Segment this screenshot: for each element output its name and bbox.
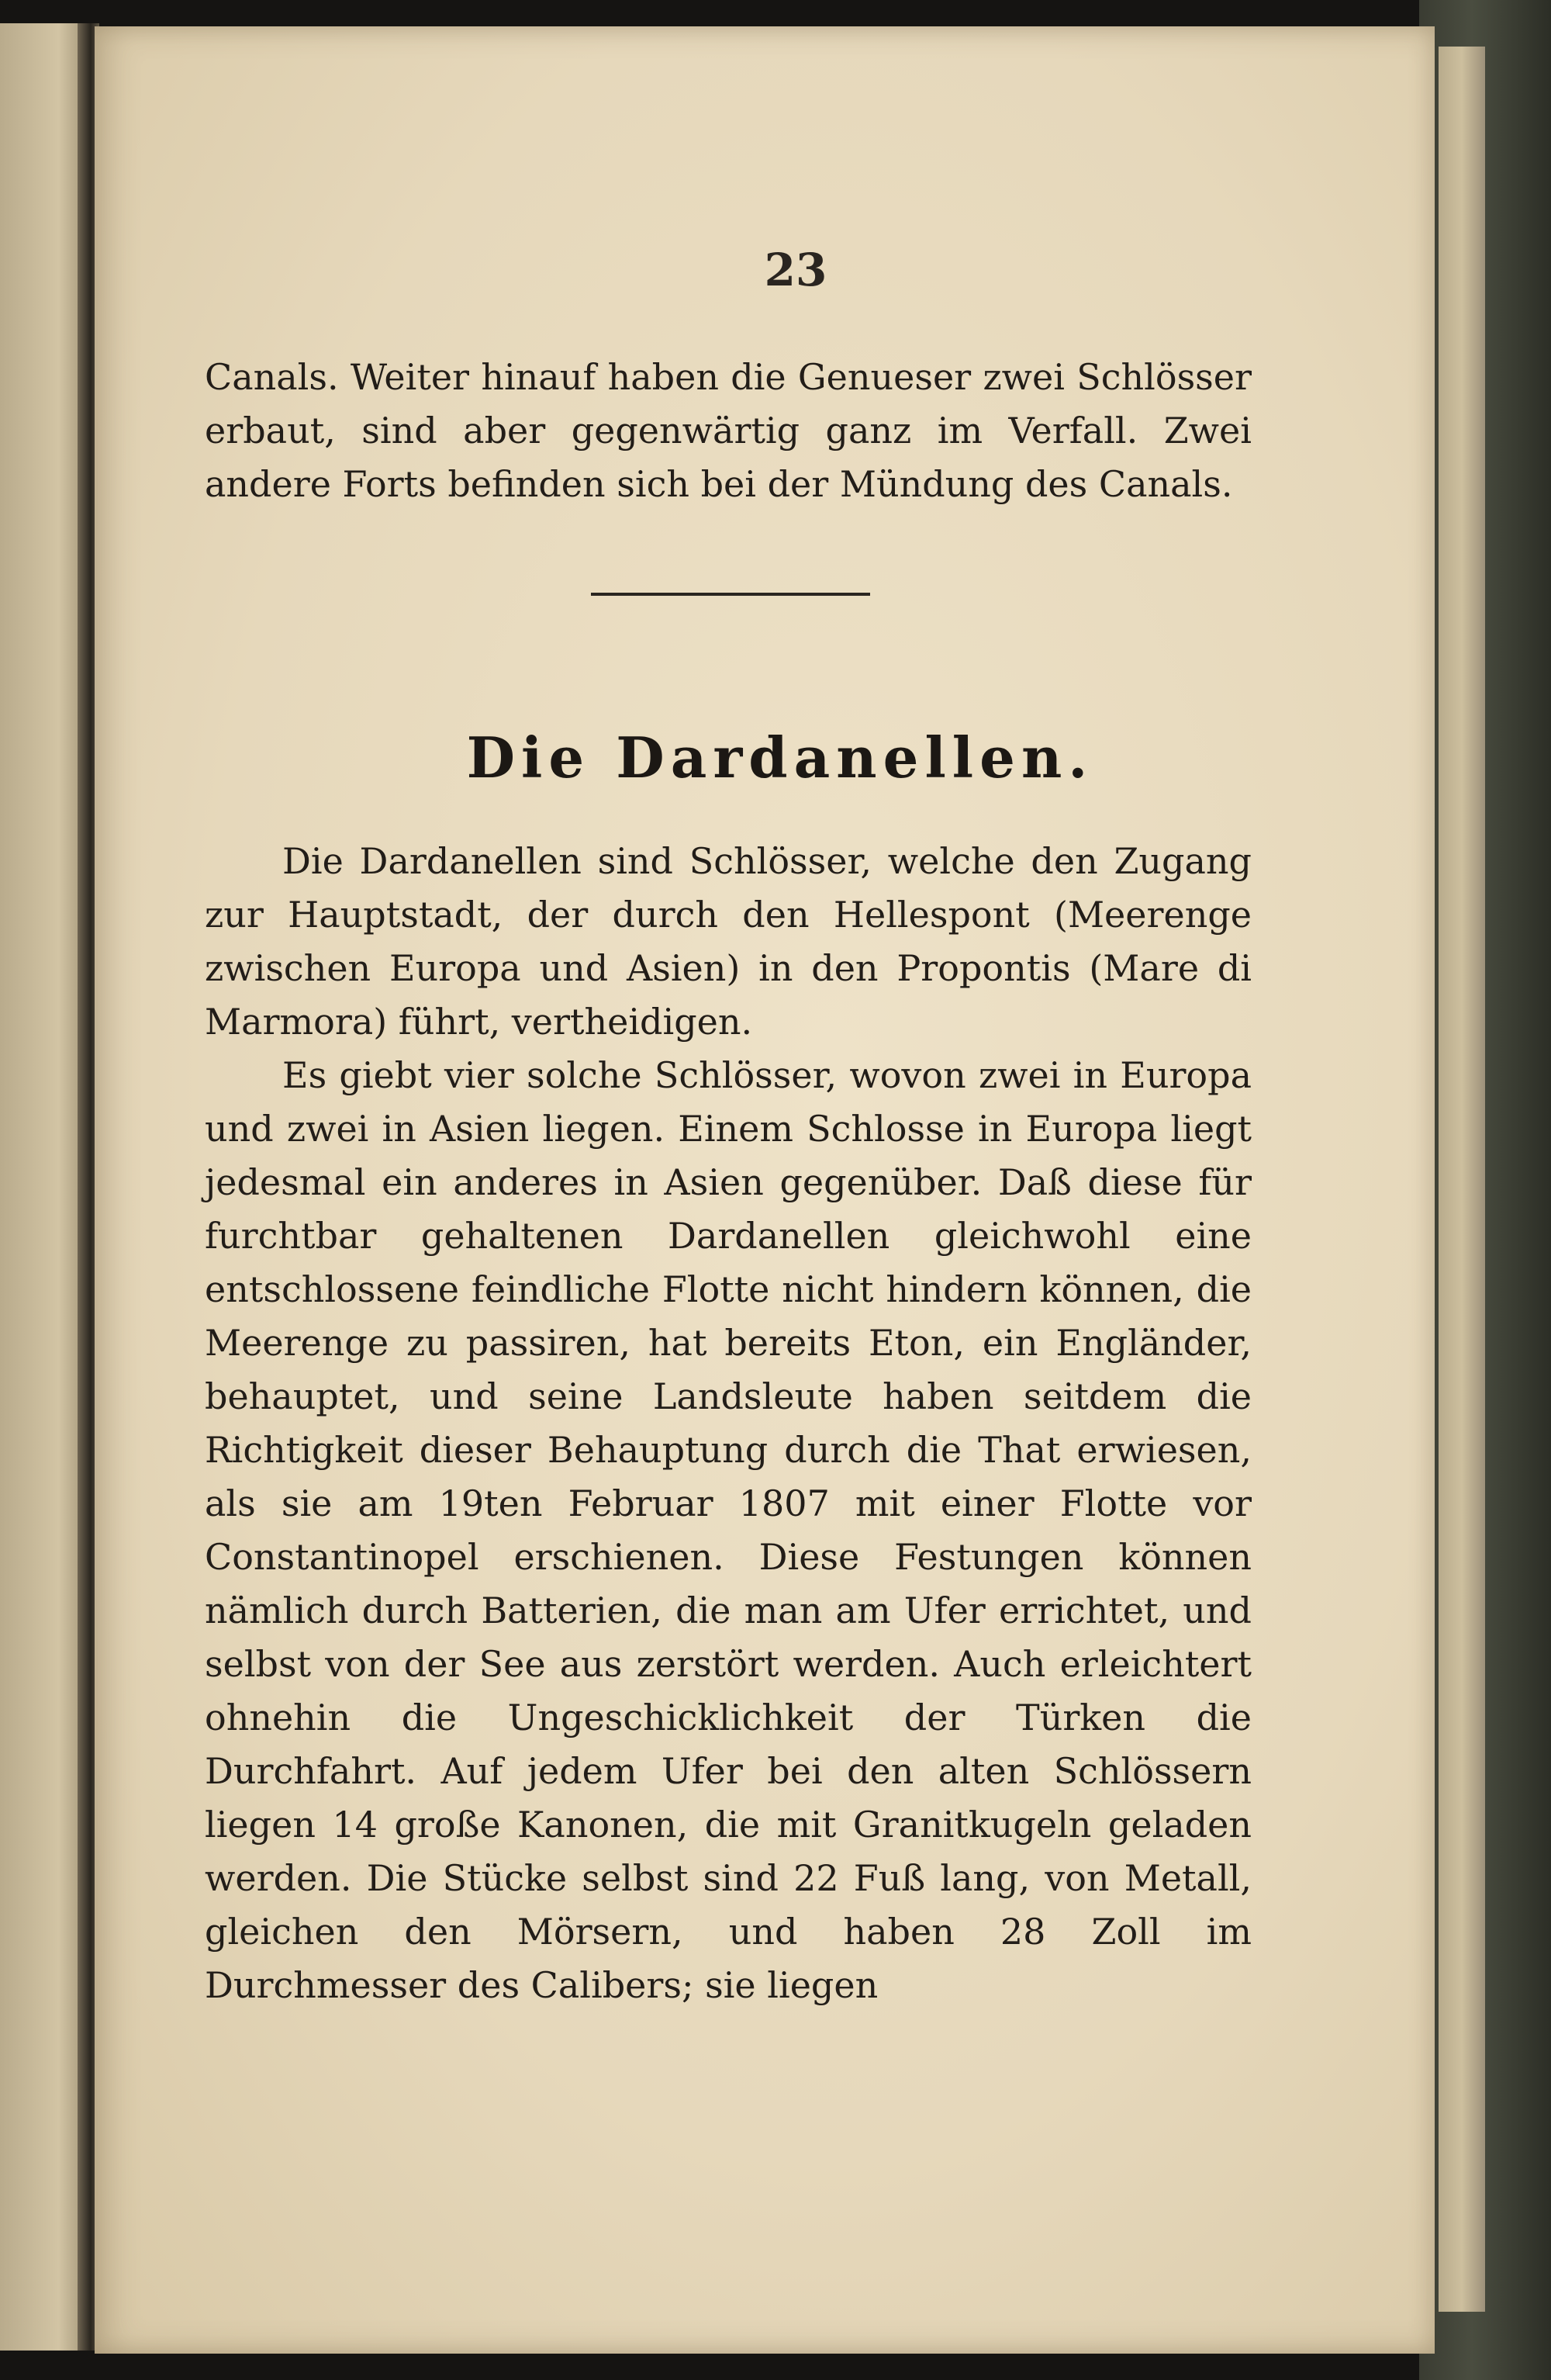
paragraph-1: Die Dardanellen sind Schlösser, welche den Zugang zur Hauptstadt, der durch den Hellespont (Meerenge zwischen Europa und Asien) in den Propontis (Mare di Marmora) führt, vertheidigen. [205,840,1252,1043]
book-page [95,26,1435,2354]
page-number: 23 [764,244,827,296]
paragraph-2: Es giebt vier solche Schlösser, wovon zwei in Europa und zwei in Asien liegen. Einem Schlosse in Europa liegt jedesmal ein anderes in Asien gegenüber. Daß diese für furchtbar gehaltenen Dardanellen gleichwohl eine entschlossene feindliche Flotte nicht hindern können, die Meerenge zu passiren, hat bereits Eton, ein Engländer, behauptet, und seine Landsleute haben seitdem die Richtigkeit dieser Behauptung durch die That erwiesen, als sie am 19ten Februar 1807 mit einer Flotte vor Constantinopel erschienen. Diese Festungen können nämlich durch Batterien, die man am Ufer errichtet, und selbst von der See aus zerstört werden. Auch erleichtert ohnehin die Ungeschicklichkeit der Türken die Durchfahrt. Auf jedem Ufer bei den alten Schlössern liegen 14 große Kanonen, die mit Granitkugeln geladen werden. Die Stücke selbst sind 22 Fuß lang, von Metall, gleichen den Mörsern, und haben 28 Zoll im Durchmesser des Calibers; sie liegen [205,1054,1252,2006]
section-heading: Die Dardanellen. [466,725,1094,790]
body-text-block [205,835,1252,2012]
section-divider [591,593,870,596]
intro-text-block [205,351,1252,511]
previous-page-edge [0,23,84,2351]
intro-paragraph: Canals. Weiter hinauf haben die Genueser zwei Schlösser erbaut, sind aber gegenwärtig ganz im Verfall. Zwei andere Forts befinden sich bei der Mündung des Canals. [205,356,1252,505]
page-edges [1439,47,1485,2312]
